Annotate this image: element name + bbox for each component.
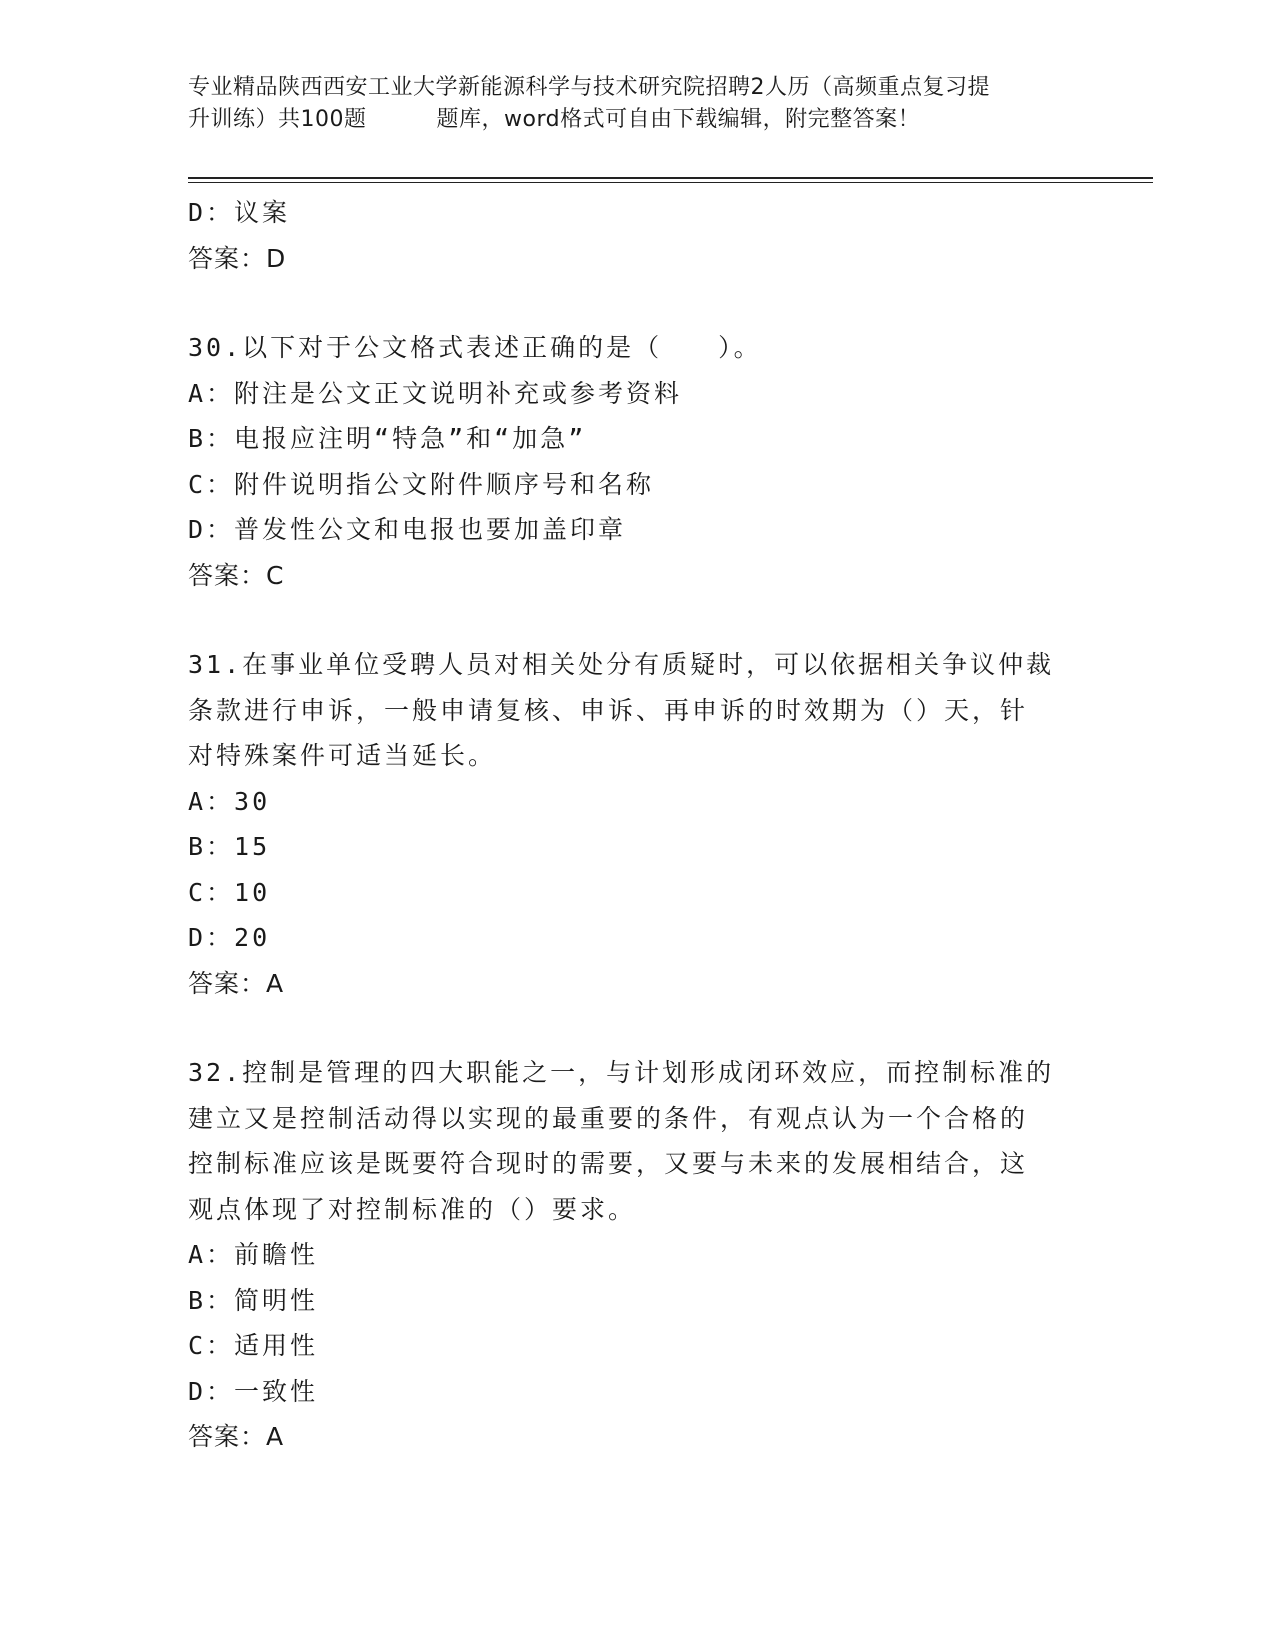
question-text-line-2: 建立又是控制活动得以实现的最重要的条件，有观点认为一个合格的 (188, 1103, 1029, 1133)
header-divider-thick (188, 177, 1153, 179)
option-c: C：适用性 (188, 1331, 319, 1360)
question-content (188, 190, 1088, 1460)
header-line-2 (188, 104, 1088, 136)
answer-line: 答案：D (188, 243, 287, 273)
option-a: A：前瞻性 (188, 1240, 319, 1269)
option-a: A：30 (188, 786, 271, 816)
option-a: A：附注是公文正文说明补充或参考资料 (188, 378, 683, 408)
question-text-line-3: 控制标准应该是既要符合现时的需要，又要与未来的发展相结合，这 (188, 1149, 1029, 1178)
answer-line: 答案：C (188, 560, 285, 590)
option-d: D：一致性 (188, 1376, 319, 1406)
header-line-1: 专业精品陕西西安工业大学新能源科学与技术研究院招聘2人历（高频重点复习提 (188, 75, 990, 100)
option-d: D：议案 (188, 198, 291, 227)
question-text-line-4: 观点体现了对控制标准的（）要求。 (188, 1194, 637, 1224)
header-line-2-part-1: 升训练）共100题 (188, 107, 367, 132)
question-text-line-2: 条款进行申诉，一般申请复核、申诉、再申诉的时效期为（）天，针 (188, 695, 1029, 725)
question-text-line-1: 32.控制是管理的四大职能之一，与计划形成闭环效应，而控制标准的 (188, 1058, 1055, 1087)
option-d: D：20 (188, 923, 271, 952)
question-text: 30.以下对于公文格式表述正确的是（ ）。 (188, 333, 762, 362)
option-b: B：15 (188, 832, 271, 861)
answer-line: 答案：A (188, 1422, 285, 1451)
option-c: C：10 (188, 877, 271, 907)
header-divider-thin (188, 182, 1153, 183)
question-30 (188, 325, 1088, 598)
previous-question-tail (188, 190, 1088, 281)
option-d: D：普发性公文和电报也要加盖印章 (188, 515, 627, 544)
page-header (188, 72, 1088, 136)
header-line-2-part-2: 题库，word格式可自由下载编辑，附完整答案！ (436, 107, 921, 132)
question-31 (188, 642, 1088, 1006)
question-text-line-1: 31.在事业单位受聘人员对相关处分有质疑时，可以依据相关争议仲裁 (188, 650, 1055, 679)
option-b: B：简明性 (188, 1285, 319, 1315)
question-32 (188, 1050, 1088, 1460)
option-c: C：附件说明指公文附件顺序号和名称 (188, 469, 655, 499)
option-b: B：电报应注明“特急”和“加急” (188, 424, 587, 453)
question-text-line-3: 对特殊案件可适当延长。 (188, 741, 497, 770)
answer-line: 答案：A (188, 968, 285, 998)
